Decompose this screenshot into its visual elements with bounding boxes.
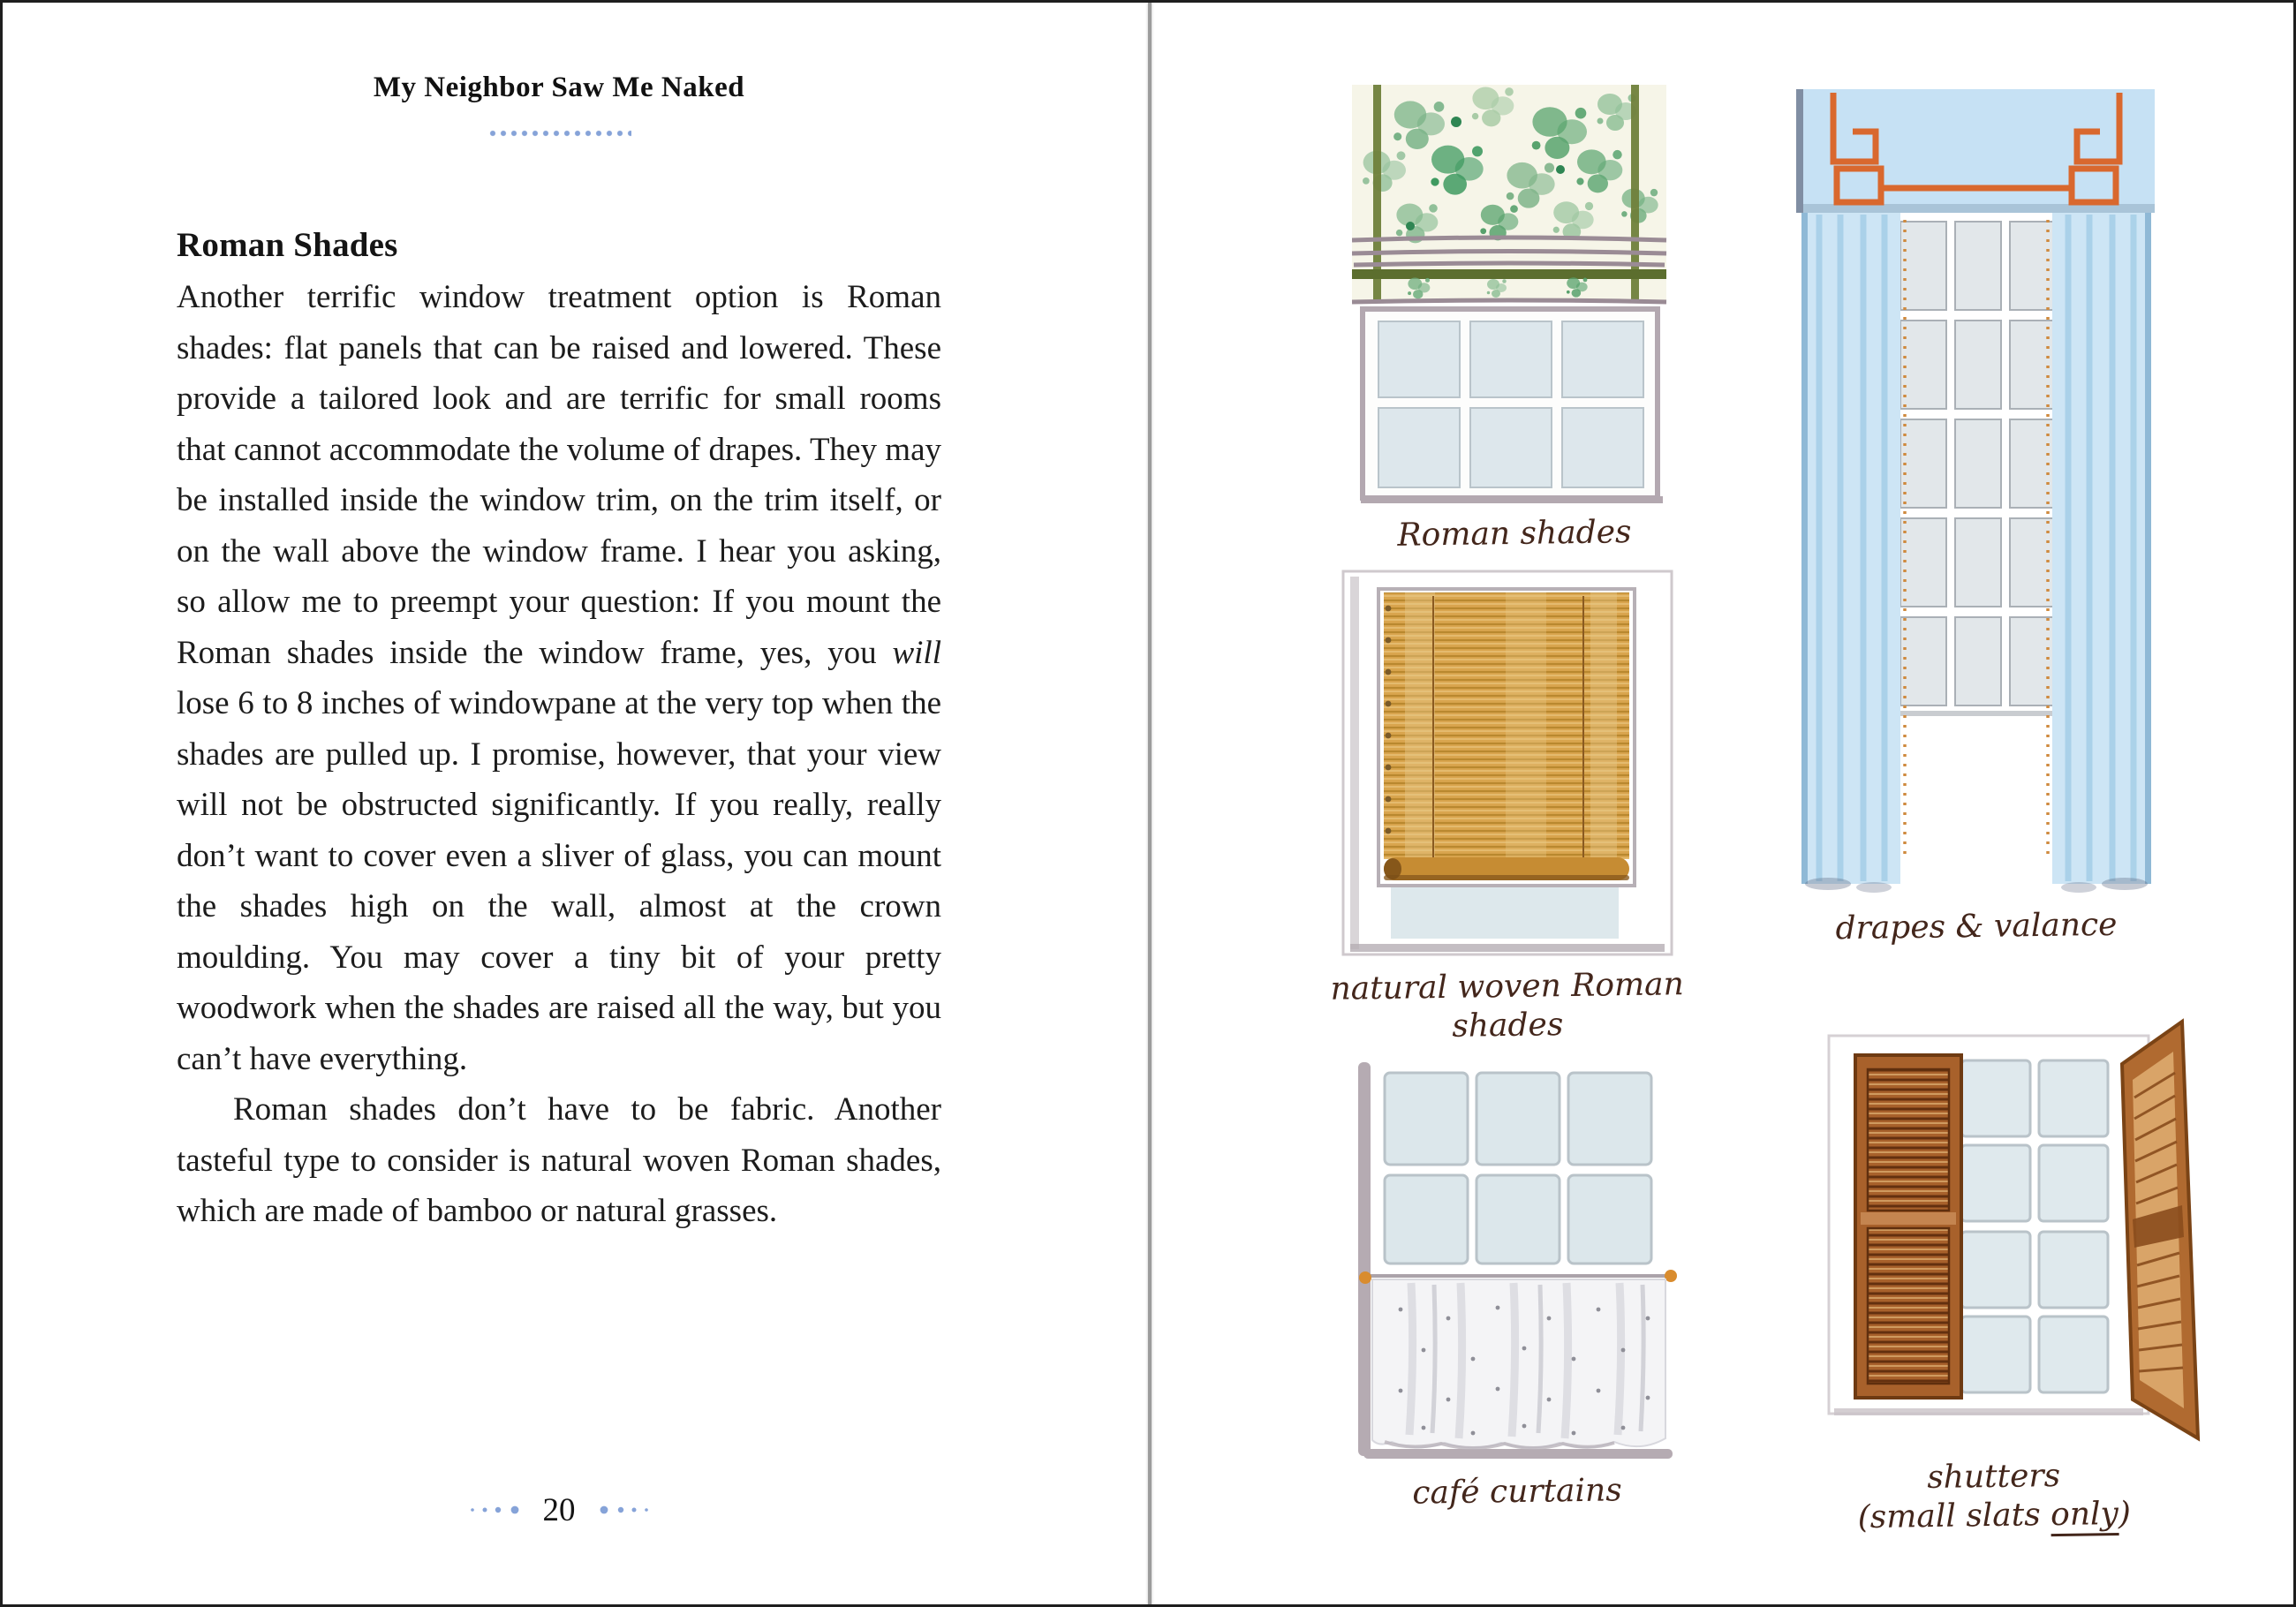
drapes-and-valance-illustration bbox=[1782, 82, 2171, 912]
header-dots-ornament bbox=[488, 129, 631, 138]
caption-natural-woven: natural woven Roman shades bbox=[1330, 966, 1685, 1045]
para1-part2: lose 6 to 8 inches of windowpane at the very top when the shades are pulled up. I promise, however, that your view will not be obstructed significantly. If you really, really don’t want to cover even a sliver of glass, you can mount the shades high on the wall, almost at the crown moulding. You may cover a tiny bit of your pretty woodwork when the shades are raised all the way, but you can’t have everything. bbox=[177, 685, 941, 1077]
page-number: 20 bbox=[542, 1491, 576, 1528]
window-pane bbox=[1391, 887, 1619, 939]
caption-shutters-line2: (small slats only) bbox=[1857, 1495, 2132, 1536]
window bbox=[1361, 309, 1663, 503]
window bbox=[1893, 215, 2059, 716]
roman-shades-illustration bbox=[1352, 85, 1677, 510]
shutter-closed bbox=[1855, 1055, 1961, 1398]
natural-woven-roman-shades-illustration bbox=[1338, 566, 1678, 962]
cafe-curtains-illustration bbox=[1349, 1053, 1685, 1467]
section-heading: Roman Shades bbox=[177, 226, 398, 264]
body-paragraph-2: Roman shades don’t have to be fabric. Another tasteful type to consider is natural woven Roman shades, which are made of bamboo or natural grasses. bbox=[177, 1091, 941, 1229]
shade-tape-left bbox=[1373, 85, 1381, 300]
valance bbox=[1796, 89, 2155, 213]
shade-tape-right bbox=[1631, 85, 1639, 300]
caption-shutters-line1: shutters bbox=[1927, 1457, 2061, 1497]
shutters-illustration bbox=[1822, 1009, 2202, 1451]
woven-shade bbox=[1384, 592, 1629, 880]
body-copy bbox=[177, 272, 941, 1237]
caption-shutters bbox=[1803, 1455, 2184, 1538]
footer-dots-right-ornament bbox=[592, 1505, 650, 1515]
body-paragraph-1 bbox=[177, 272, 941, 1084]
caption-drapes-valance: drapes & valance bbox=[1835, 906, 2118, 947]
running-header: My Neighbor Saw Me Naked bbox=[373, 72, 745, 103]
window-frame-bottom bbox=[1363, 1449, 1673, 1459]
caption-roman-shades: Roman shades bbox=[1397, 514, 1632, 554]
shutter-open bbox=[2122, 1022, 2198, 1438]
caption-cafe-curtains: café curtains bbox=[1412, 1472, 1622, 1512]
para1-part1: Another terrific window treatment option is Roman shades: flat panels that can be raised and lowered. These provide a tailored look and are terrific for small rooms that cannot accommodate the volume of drapes. They may be installed inside the window trim, on the trim itself, or on the wall above the window frame. I hear you asking, so allow me to preempt your question: If you mount the Roman shades inside the window frame, yes, you bbox=[177, 279, 941, 671]
para1-italic-word: will bbox=[892, 634, 941, 671]
drape-right bbox=[2052, 213, 2151, 893]
underlined-word: only bbox=[2051, 1496, 2119, 1536]
shade-hem-band bbox=[1352, 269, 1666, 279]
footer-dots-left-ornament bbox=[469, 1505, 527, 1515]
page-divider bbox=[1148, 3, 1152, 1607]
page-footer bbox=[177, 1488, 941, 1532]
window-panes bbox=[1385, 1073, 1651, 1264]
window-frame-left bbox=[1358, 1062, 1371, 1456]
drape-left bbox=[1801, 213, 1900, 893]
sheer-cafe-curtain bbox=[1372, 1279, 1665, 1448]
